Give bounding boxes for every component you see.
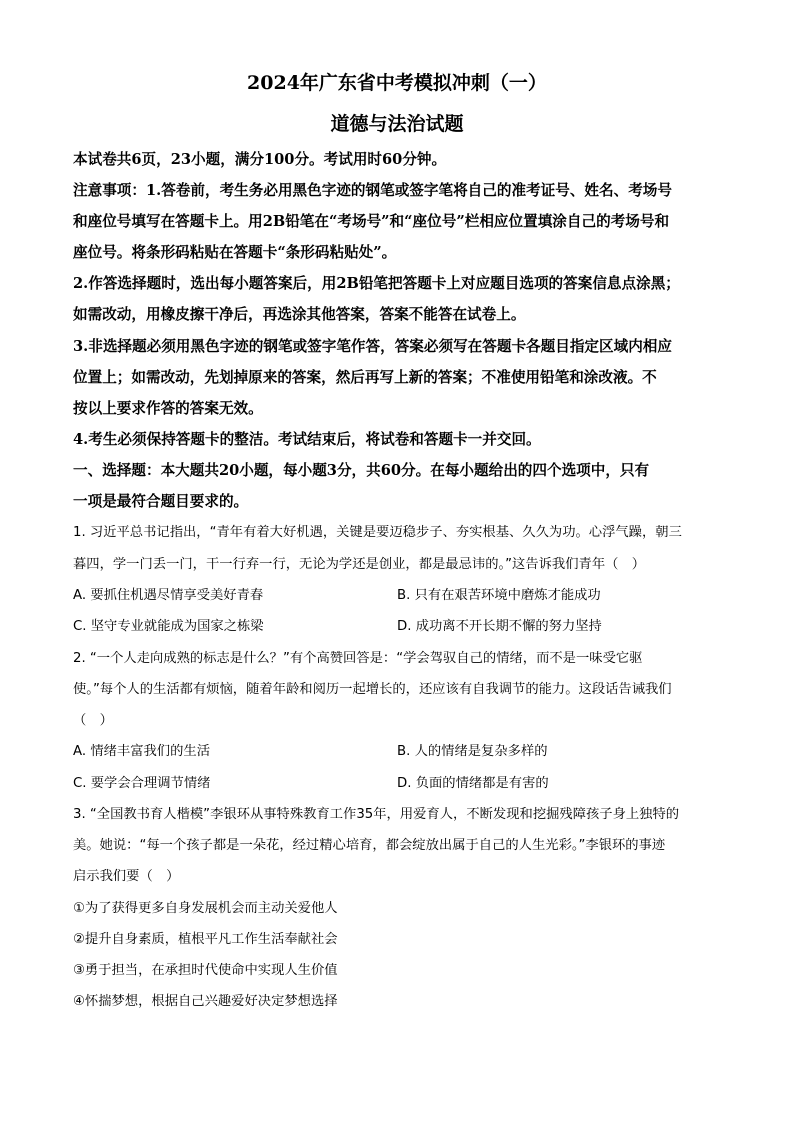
option-b: B. 人的情绪是复杂多样的 [397, 744, 548, 759]
section-heading: 一、选择题：本大题共20小题，每小题3分，共60分。在每小题给出的四个选项中，只有 [73, 462, 650, 479]
notes-line: 位置上；如需改动，先划掉原来的答案，然后再写上新的答案；不准使用铅笔和涂改液。不 [73, 369, 657, 386]
option-d: D. 负面的情绪都是有害的 [397, 776, 549, 791]
notes-line: 和座位号填写在答题卡上。用2B铅笔在“考场号”和“座位号”栏相应位置填涂自己的考场号和 [73, 213, 670, 230]
statement-item: ①为了获得更多自身发展机会而主动关爱他人 [73, 901, 338, 916]
option-c: C. 坚守专业就能成为国家之栋梁 [73, 619, 264, 634]
option-b: B. 只有在艰苦环境中磨炼才能成功 [397, 588, 601, 603]
statement-item: ②提升自身素质，植根平凡工作生活奉献社会 [73, 932, 338, 947]
notes-line: 4.考生必须保持答题卡的整洁。考试结束后，将试卷和答题卡一并交回。 [73, 431, 541, 448]
question-stem: 美。她说：“每一个孩子都是一朵花，经过精心培育，都会绽放出属于自己的人生光彩。”李银环的事迹 [73, 838, 666, 853]
section-heading: 一项是最符合题目要求的。 [73, 493, 249, 510]
exam-title: 2024年广东省中考模拟冲刺（一） [247, 72, 547, 94]
notes-line: 注意事项：1.答卷前，考生务必用黑色字迹的钢笔或签字笔将自己的准考证号、姓名、考场号 [73, 182, 672, 199]
option-c: C. 要学会合理调节情绪 [73, 776, 211, 791]
statement-item: ③勇于担当，在承担时代使命中实现人生价值 [73, 963, 338, 978]
option-d: D. 成功离不开长期不懈的努力坚持 [397, 619, 602, 634]
notes-line: 按以上要求作答的答案无效。 [73, 400, 263, 417]
question-stem: 1. 习近平总书记指出，“青年有着大好机遇，关键是要迈稳步子、夯实根基、久久为功。心浮气躁，朝三 [73, 525, 682, 540]
notes-line: 2.作答选择题时，选出每小题答案后，用2B铅笔把答题卡上对应题目选项的答案信息点涂黑； [73, 275, 680, 292]
option-a: A. 要抓住机遇尽情享受美好青春 [73, 588, 264, 603]
question-stem: （ ） [73, 713, 113, 728]
notes-line: 座位号。将条形码粘贴在答题卡“条形码粘贴处”。 [73, 244, 397, 261]
question-stem: 暮四，学一门丢一门，干一行弃一行，无论为学还是创业，都是最忌讳的。”这告诉我们青年（ ） [73, 557, 646, 572]
notes-line: 3.非选择题必须用黑色字迹的钢笔或签字笔作答，答案必须写在答题卡各题目指定区域内相应 [73, 338, 672, 355]
question-stem: 3. “全国教书育人楷模”李银环从事特殊教育工作35年，用爱育人，不断发现和挖掘残障孩子身上独特的 [73, 807, 680, 822]
exam-summary: 本试卷共6页，23小题，满分100分。考试用时60分钟。 [73, 151, 447, 168]
question-stem: 启示我们要（ ） [73, 869, 180, 884]
notes-line: 如需改动，用橡皮擦干净后，再选涂其他答案，答案不能答在试卷上。 [73, 306, 526, 323]
exam-subject-title: 道德与法治试题 [330, 113, 464, 135]
statement-item: ④怀揣梦想，根据自己兴趣爱好决定梦想选择 [73, 994, 338, 1009]
question-stem: 2. “一个人走向成熟的标志是什么？”有个高赞回答是：“学会驾驭自己的情绪，而不是一味受它驱 [73, 651, 643, 666]
question-stem: 使。”每个人的生活都有烦恼，随着年龄和阅历一起增长的，还应该有自我调节的能力。这段话告诫我们 [73, 682, 672, 697]
option-a: A. 情绪丰富我们的生活 [73, 744, 210, 759]
